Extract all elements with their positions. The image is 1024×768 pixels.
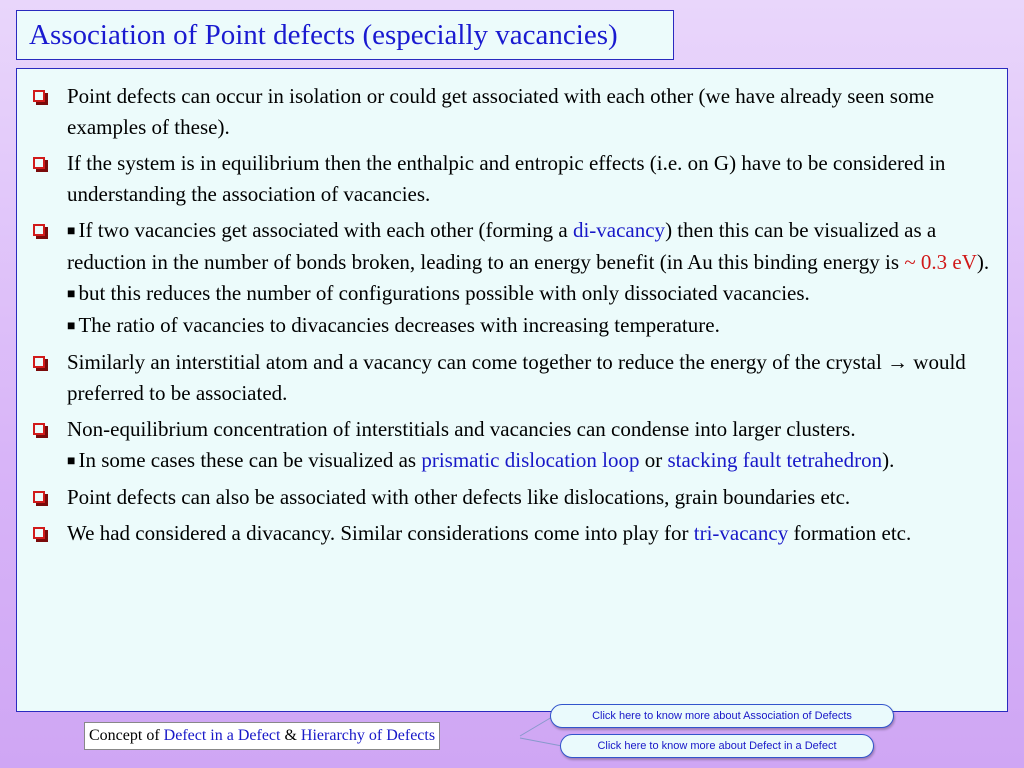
list-item [31, 518, 997, 549]
square-bullet-icon: ■ [67, 454, 76, 469]
bullet-text: If the system is in equilibrium then the enthalpic and entropic effects (i.e. on G) have to be considered in understanding the association of vacancies. [67, 151, 946, 206]
bullet-text: would preferred to be associated. [67, 350, 966, 405]
title-box [16, 10, 674, 60]
square-bullet-icon: ■ [67, 287, 76, 302]
bullet-text: formation etc. [788, 521, 912, 545]
list-item [31, 414, 997, 477]
sub-bullet-text: but this reduces the number of configurations possible with only dissociated vacancies. [78, 281, 810, 305]
bullet-text: Non-equilibrium concentration of interstitials and vacancies can condense into larger clusters. [67, 417, 856, 441]
stacking-fault-link[interactable]: stacking fault tetrahedron [667, 448, 883, 472]
sub-bullet-text: ). [882, 448, 895, 472]
concept-box [84, 722, 440, 750]
list-item [31, 482, 997, 513]
defect-in-defect-link[interactable]: Defect in a Defect [163, 727, 281, 744]
square-bullet-icon: ■ [67, 319, 76, 334]
sub-bullet [67, 310, 997, 342]
sub-bullet-text: In some cases these can be visualized as [78, 448, 422, 472]
callout-line [520, 738, 562, 746]
sub-bullet [67, 278, 997, 310]
square-bullet-icon: ■ [67, 224, 76, 239]
bullet-list [31, 81, 997, 549]
sub-bullet-text: or [639, 448, 668, 472]
bullet-text: If two vacancies get associated with each other (forming a [78, 218, 573, 242]
list-item [31, 215, 997, 342]
content-panel [16, 68, 1008, 712]
sub-bullet-text: The ratio of vacancies to divacancies decreases with increasing temperature. [78, 313, 720, 337]
bullet-text: ) then this can be visualized as a reduction in the number of bonds broken, leading to an energy benefit (in Au this binding energy is [67, 218, 937, 274]
callout-line [520, 717, 552, 736]
list-item [31, 81, 997, 143]
association-callout-button[interactable]: Click here to know more about Association of Defects [550, 704, 894, 728]
bullet-text: Point defects can occur in isolation or could get associated with each other (we have already seen some examples of these). [67, 84, 935, 139]
defect-in-defect-callout-button[interactable]: Click here to know more about Defect in a Defect [560, 734, 874, 758]
checkbox-bullet-icon [33, 423, 45, 435]
page-title: Association of Point defects (especially vacancies) [29, 18, 618, 51]
binding-energy-value: ~ 0.3 eV [904, 250, 977, 274]
di-vacancy-link[interactable]: di-vacancy [572, 218, 666, 242]
checkbox-bullet-icon [33, 224, 45, 236]
tri-vacancy-link[interactable]: tri-vacancy [693, 521, 789, 545]
bullet-text: ). [976, 250, 990, 274]
hierarchy-link[interactable]: Hierarchy of Defects [300, 727, 436, 744]
checkbox-bullet-icon [33, 527, 45, 539]
bullet-text: We had considered a divacancy. Similar considerations come into play for [67, 521, 694, 545]
bullet-text: Similarly an interstitial atom and a vacancy can come together to reduce the energy of the crystal [67, 350, 888, 374]
concept-amp: & [280, 727, 301, 744]
list-item [31, 148, 997, 210]
checkbox-bullet-icon [33, 356, 45, 368]
concept-prefix: Concept of [89, 727, 164, 744]
prismatic-loop-link[interactable]: prismatic dislocation loop [421, 448, 640, 472]
checkbox-bullet-icon [33, 90, 45, 102]
right-arrow-icon: → [887, 350, 909, 374]
checkbox-bullet-icon [33, 157, 45, 169]
bullet-text: Point defects can also be associated with other defects like dislocations, grain boundaries etc. [67, 485, 851, 509]
sub-bullet [67, 445, 997, 477]
checkbox-bullet-icon [33, 491, 45, 503]
list-item [31, 347, 997, 409]
